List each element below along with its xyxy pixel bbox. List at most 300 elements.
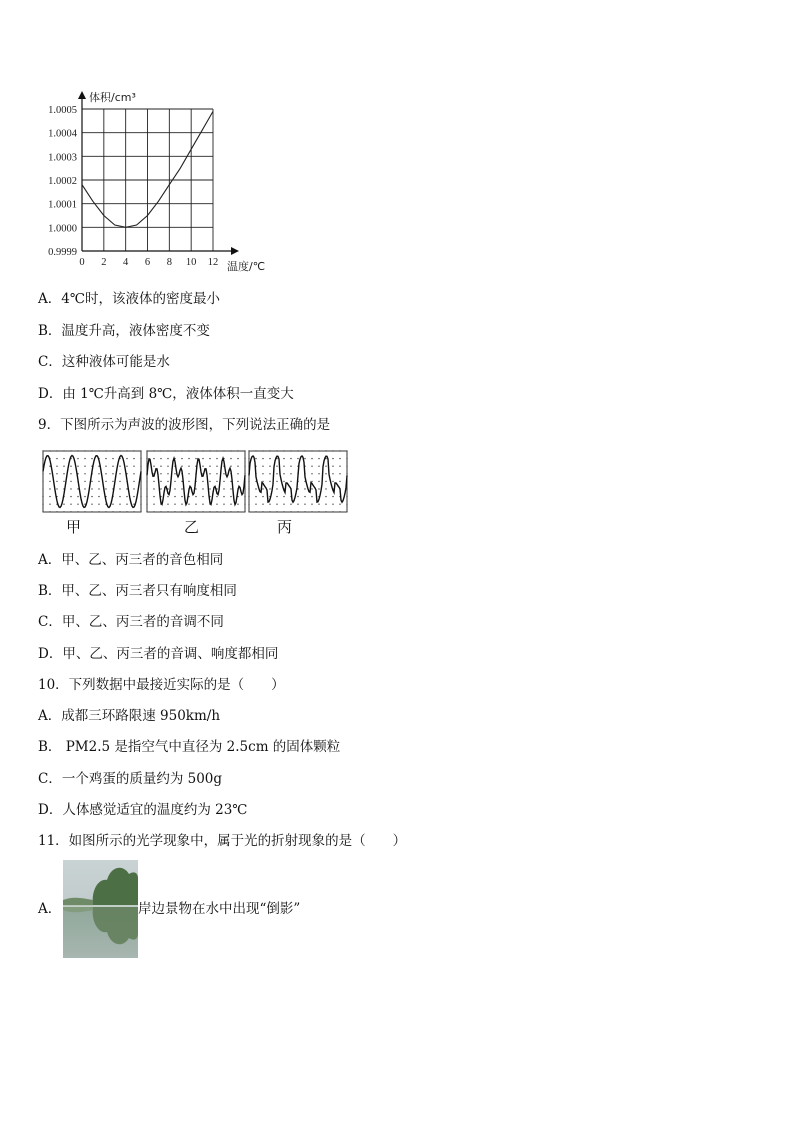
grid-dot	[126, 504, 127, 505]
grid-dot	[209, 488, 210, 489]
grid-dot	[304, 450, 305, 451]
grid-dot	[269, 450, 270, 451]
grid-dot	[119, 473, 120, 474]
grid-dot	[244, 488, 245, 489]
grid-dot	[332, 458, 333, 459]
grid-dot	[202, 458, 203, 459]
grid-dot	[269, 466, 270, 467]
grid-dot	[63, 466, 64, 467]
grid-dot	[339, 450, 340, 451]
grid-dot	[91, 481, 92, 482]
grid-dot	[346, 466, 347, 467]
grid-dot	[304, 496, 305, 497]
grid-dot	[332, 450, 333, 451]
grid-dot	[140, 466, 141, 467]
grid-dot	[167, 458, 168, 459]
grid-dot	[216, 511, 217, 512]
grid-dot	[153, 450, 154, 451]
x-tick-labels	[79, 257, 218, 268]
chart-axes	[78, 91, 239, 255]
grid-dot	[325, 488, 326, 489]
grid-dot	[181, 466, 182, 467]
grid-dot	[112, 511, 113, 512]
grid-dot	[339, 466, 340, 467]
grid-dot	[248, 511, 249, 512]
grid-dot	[290, 511, 291, 512]
grid-dot	[42, 450, 43, 451]
grid-dot	[188, 481, 189, 482]
grid-dot	[174, 450, 175, 451]
grid-dot	[174, 481, 175, 482]
grid-dot	[140, 504, 141, 505]
grid-dot	[276, 488, 277, 489]
grid-dot	[209, 466, 210, 467]
grid-dot	[56, 458, 57, 459]
grid-dot	[105, 511, 106, 512]
grid-dot	[255, 450, 256, 451]
grid-dot	[98, 473, 99, 474]
grid-dot	[91, 504, 92, 505]
grid-dot	[119, 504, 120, 505]
grid-dot	[216, 496, 217, 497]
grid-dot	[304, 458, 305, 459]
q11-option-a-text: 岸边景物在水中出现“倒影”	[138, 901, 301, 917]
grid-dot	[262, 511, 263, 512]
grid-dot	[202, 450, 203, 451]
grid-dot	[160, 488, 161, 489]
grid-dot	[244, 450, 245, 451]
grid-dot	[325, 496, 326, 497]
grid-dot	[63, 473, 64, 474]
grid-dot	[248, 488, 249, 489]
grid-dot	[332, 466, 333, 467]
grid-dot	[318, 488, 319, 489]
grid-dot	[140, 496, 141, 497]
grid-dot	[49, 473, 50, 474]
grid-dot	[195, 450, 196, 451]
grid-dot	[140, 488, 141, 489]
grid-dot	[195, 504, 196, 505]
grid-dot	[262, 466, 263, 467]
grid-dot	[84, 450, 85, 451]
grid-dot	[174, 504, 175, 505]
q9-option-b: B．甲、乙、丙三者只有响度相同	[38, 583, 237, 599]
grid-dot	[98, 496, 99, 497]
grid-dot	[248, 458, 249, 459]
grid-dot	[77, 450, 78, 451]
grid-dot	[318, 504, 319, 505]
grid-dot	[112, 504, 113, 505]
grid-dot	[269, 488, 270, 489]
grid-dot	[202, 504, 203, 505]
grid-dot	[167, 450, 168, 451]
grid-dot	[188, 458, 189, 459]
grid-dot	[133, 466, 134, 467]
grid-dot	[318, 473, 319, 474]
grid-dot	[297, 450, 298, 451]
grid-dot	[70, 488, 71, 489]
grid-dot	[325, 504, 326, 505]
grid-dot	[42, 504, 43, 505]
grid-dot	[311, 458, 312, 459]
grid-dot	[248, 450, 249, 451]
grid-dot	[84, 488, 85, 489]
q8-option-b: B．温度升高，液体密度不变	[38, 323, 210, 339]
grid-dot	[202, 488, 203, 489]
grid-dot	[209, 458, 210, 459]
q9-stem: 9．下图所示为声波的波形图，下列说法正确的是	[38, 417, 331, 433]
grid-dot	[255, 504, 256, 505]
grid-dot	[140, 481, 141, 482]
x-tick-label: 8	[166, 257, 172, 268]
grid-dot	[98, 504, 99, 505]
grid-dot	[202, 481, 203, 482]
grid-dot	[77, 496, 78, 497]
x-tick-label: 6	[144, 257, 151, 268]
grid-dot	[181, 450, 182, 451]
grid-dot	[146, 496, 147, 497]
grid-dot	[70, 504, 71, 505]
grid-dot	[283, 511, 284, 512]
grid-dot	[269, 481, 270, 482]
grid-dot	[332, 481, 333, 482]
grid-dot	[248, 504, 249, 505]
grid-dot	[49, 496, 50, 497]
grid-dot	[255, 488, 256, 489]
grid-dot	[112, 458, 113, 459]
grid-dot	[216, 473, 217, 474]
grid-dot	[153, 458, 154, 459]
grid-dot	[133, 488, 134, 489]
grid-dot	[146, 481, 147, 482]
grid-dot	[105, 473, 106, 474]
grid-dot	[119, 511, 120, 512]
grid-dot	[77, 466, 78, 467]
grid-dot	[98, 511, 99, 512]
grid-dot	[84, 481, 85, 482]
grid-dot	[56, 488, 57, 489]
grid-dot	[283, 458, 284, 459]
grid-dot	[332, 496, 333, 497]
grid-dot	[112, 481, 113, 482]
grid-dot	[325, 511, 326, 512]
grid-dot	[346, 496, 347, 497]
waveform-panel-jia	[42, 450, 141, 512]
grid-dot	[325, 466, 326, 467]
grid-dot	[56, 473, 57, 474]
grid-dot	[105, 488, 106, 489]
grid-dot	[56, 481, 57, 482]
grid-dot	[77, 511, 78, 512]
grid-dot	[339, 458, 340, 459]
grid-dot	[276, 466, 277, 467]
grid-dot	[216, 458, 217, 459]
grid-dot	[63, 481, 64, 482]
grid-dot	[216, 450, 217, 451]
waveform-label-bing: 丙	[277, 518, 293, 536]
grid-dot	[290, 481, 291, 482]
waveform-label-yi: 乙	[184, 518, 200, 536]
grid-dot	[202, 511, 203, 512]
grid-dot	[262, 481, 263, 482]
waveform-panel-bing	[248, 450, 347, 512]
grid-dot	[105, 450, 106, 451]
grid-dot	[98, 488, 99, 489]
y-tick-label: 1.0004	[48, 128, 77, 140]
grid-dot	[91, 450, 92, 451]
grid-dot	[119, 466, 120, 467]
grid-dot	[223, 450, 224, 451]
grid-dot	[237, 504, 238, 505]
grid-dot	[181, 458, 182, 459]
grid-dot	[209, 473, 210, 474]
grid-dot	[42, 473, 43, 474]
grid-dot	[346, 504, 347, 505]
grid-dot	[84, 458, 85, 459]
grid-dot	[202, 496, 203, 497]
grid-dot	[105, 458, 106, 459]
grid-dot	[153, 466, 154, 467]
grid-dot	[269, 504, 270, 505]
y-tick-label: 0.9999	[48, 247, 77, 258]
grid-dot	[216, 466, 217, 467]
grid-dot	[146, 458, 147, 459]
grid-dot	[84, 496, 85, 497]
grid-dot	[146, 504, 147, 505]
grid-dot	[77, 504, 78, 505]
grid-dot	[311, 473, 312, 474]
grid-dot	[244, 458, 245, 459]
grid-dot	[269, 458, 270, 459]
grid-dot	[276, 481, 277, 482]
grid-dot	[318, 450, 319, 451]
grid-dot	[276, 473, 277, 474]
grid-dot	[181, 511, 182, 512]
grid-dot	[290, 458, 291, 459]
grid-dot	[84, 473, 85, 474]
grid-dot	[283, 504, 284, 505]
grid-dot	[70, 466, 71, 467]
grid-dot	[202, 466, 203, 467]
grid-dot	[311, 450, 312, 451]
grid-dot	[42, 496, 43, 497]
grid-dot	[49, 504, 50, 505]
volume-temperature-chart	[38, 88, 278, 278]
grid-dot	[42, 511, 43, 512]
grid-dot	[230, 450, 231, 451]
x-tick-label: 10	[185, 257, 197, 268]
grid-dot	[133, 496, 134, 497]
grid-dot	[237, 481, 238, 482]
grid-dot	[248, 496, 249, 497]
grid-dot	[167, 473, 168, 474]
grid-dot	[126, 496, 127, 497]
grid-dot	[237, 511, 238, 512]
grid-dot	[209, 481, 210, 482]
grid-dot	[283, 473, 284, 474]
grid-dot	[262, 488, 263, 489]
grid-dot	[119, 488, 120, 489]
grid-dot	[174, 473, 175, 474]
grid-dot	[311, 511, 312, 512]
grid-dot	[49, 450, 50, 451]
q10-stem: 10．下列数据中最接近实际的是（ ）	[38, 677, 285, 693]
grid-dot	[119, 450, 120, 451]
q11-stem: 11．如图所示的光学现象中，属于光的折射现象的是（ ）	[38, 833, 407, 849]
grid-dot	[70, 473, 71, 474]
grid-dot	[297, 458, 298, 459]
grid-dot	[174, 496, 175, 497]
grid-dot	[133, 481, 134, 482]
grid-dot	[209, 511, 210, 512]
grid-dot	[244, 473, 245, 474]
grid-dot	[195, 511, 196, 512]
q9-option-d: D．甲、乙、丙三者的音调、响度都相同	[38, 646, 279, 662]
q10-option-d: D．人体感觉适宜的温度约为 23℃	[38, 802, 248, 818]
grid-dot	[167, 466, 168, 467]
grid-dot	[160, 481, 161, 482]
grid-dot	[42, 458, 43, 459]
grid-dot	[49, 511, 50, 512]
grid-dot	[195, 458, 196, 459]
grid-dot	[153, 496, 154, 497]
chart-grid	[82, 109, 213, 251]
grid-dot	[56, 511, 57, 512]
grid-dot	[311, 481, 312, 482]
grid-dot	[262, 473, 263, 474]
grid-dot	[153, 504, 154, 505]
grid-dot	[269, 511, 270, 512]
grid-dot	[63, 458, 64, 459]
grid-dot	[290, 466, 291, 467]
grid-dot	[223, 511, 224, 512]
grid-dot	[216, 504, 217, 505]
grid-dot	[167, 504, 168, 505]
grid-dot	[283, 496, 284, 497]
grid-dot	[140, 511, 141, 512]
y-tick-label: 1.0005	[48, 105, 77, 116]
grid-dot	[223, 496, 224, 497]
grid-dot	[153, 488, 154, 489]
grid-dot	[325, 450, 326, 451]
grid-dot	[318, 458, 319, 459]
y-tick-label: 1.0002	[48, 176, 77, 187]
grid-dot	[42, 481, 43, 482]
grid-dot	[174, 511, 175, 512]
grid-dot	[77, 488, 78, 489]
x-tick-label: 0	[79, 257, 85, 268]
grid-dot	[318, 511, 319, 512]
grid-dot	[230, 511, 231, 512]
lake-reflection-photo	[63, 860, 138, 958]
grid-dot	[133, 473, 134, 474]
grid-dot	[112, 466, 113, 467]
q10-option-a: A．成都三环路限速 950km/h	[38, 708, 221, 724]
grid-dot	[126, 450, 127, 451]
grid-dot	[339, 504, 340, 505]
grid-dot	[244, 466, 245, 467]
q8-option-a: A．4℃时，该液体的密度最小	[38, 291, 220, 307]
x-tick-label: 4	[123, 257, 129, 268]
grid-dot	[195, 488, 196, 489]
grid-dot	[133, 458, 134, 459]
grid-dot	[56, 466, 57, 467]
grid-dot	[195, 496, 196, 497]
grid-dot	[63, 450, 64, 451]
grid-dot	[70, 496, 71, 497]
grid-dot	[311, 488, 312, 489]
grid-dot	[126, 458, 127, 459]
grid-dot	[84, 511, 85, 512]
grid-dot	[174, 488, 175, 489]
grid-dot	[237, 473, 238, 474]
grid-dot	[304, 504, 305, 505]
q8-option-d: D．由 1℃升高到 8℃，液体体积一直变大	[38, 386, 294, 402]
grid-dot	[160, 450, 161, 451]
grid-dot	[49, 488, 50, 489]
grid-dot	[346, 450, 347, 451]
y-tick-label: 1.0000	[48, 223, 77, 235]
grid-dot	[126, 488, 127, 489]
grid-dot	[276, 450, 277, 451]
grid-dot	[167, 481, 168, 482]
grid-dot	[188, 450, 189, 451]
grid-dot	[216, 481, 217, 482]
grid-dot	[283, 481, 284, 482]
grid-dot	[339, 473, 340, 474]
grid-dot	[181, 488, 182, 489]
grid-dot	[237, 466, 238, 467]
grid-dot	[146, 488, 147, 489]
grid-dot	[223, 488, 224, 489]
grid-dot	[119, 481, 120, 482]
grid-dot	[230, 496, 231, 497]
grid-dot	[84, 466, 85, 467]
grid-dot	[91, 511, 92, 512]
waveform-panel-yi	[146, 450, 245, 512]
grid-dot	[311, 496, 312, 497]
grid-dot	[70, 450, 71, 451]
grid-dot	[146, 511, 147, 512]
grid-dot	[304, 511, 305, 512]
grid-dot	[332, 504, 333, 505]
grid-dot	[276, 511, 277, 512]
grid-dot	[133, 511, 134, 512]
grid-dot	[56, 450, 57, 451]
grid-dot	[63, 504, 64, 505]
grid-dot	[283, 466, 284, 467]
grid-dot	[276, 504, 277, 505]
grid-dot	[332, 511, 333, 512]
grid-dot	[70, 481, 71, 482]
grid-dot	[339, 481, 340, 482]
grid-dot	[160, 473, 161, 474]
grid-dot	[91, 496, 92, 497]
grid-dot	[262, 496, 263, 497]
grid-dot	[77, 458, 78, 459]
grid-dot	[255, 458, 256, 459]
grid-dot	[237, 450, 238, 451]
grid-dot	[223, 481, 224, 482]
grid-dot	[188, 504, 189, 505]
grid-dot	[255, 511, 256, 512]
grid-dot	[283, 450, 284, 451]
grid-dot	[325, 473, 326, 474]
grid-dot	[290, 504, 291, 505]
grid-dot	[304, 488, 305, 489]
y-axis-label: 体积/cm³	[89, 91, 136, 104]
grid-dot	[167, 511, 168, 512]
